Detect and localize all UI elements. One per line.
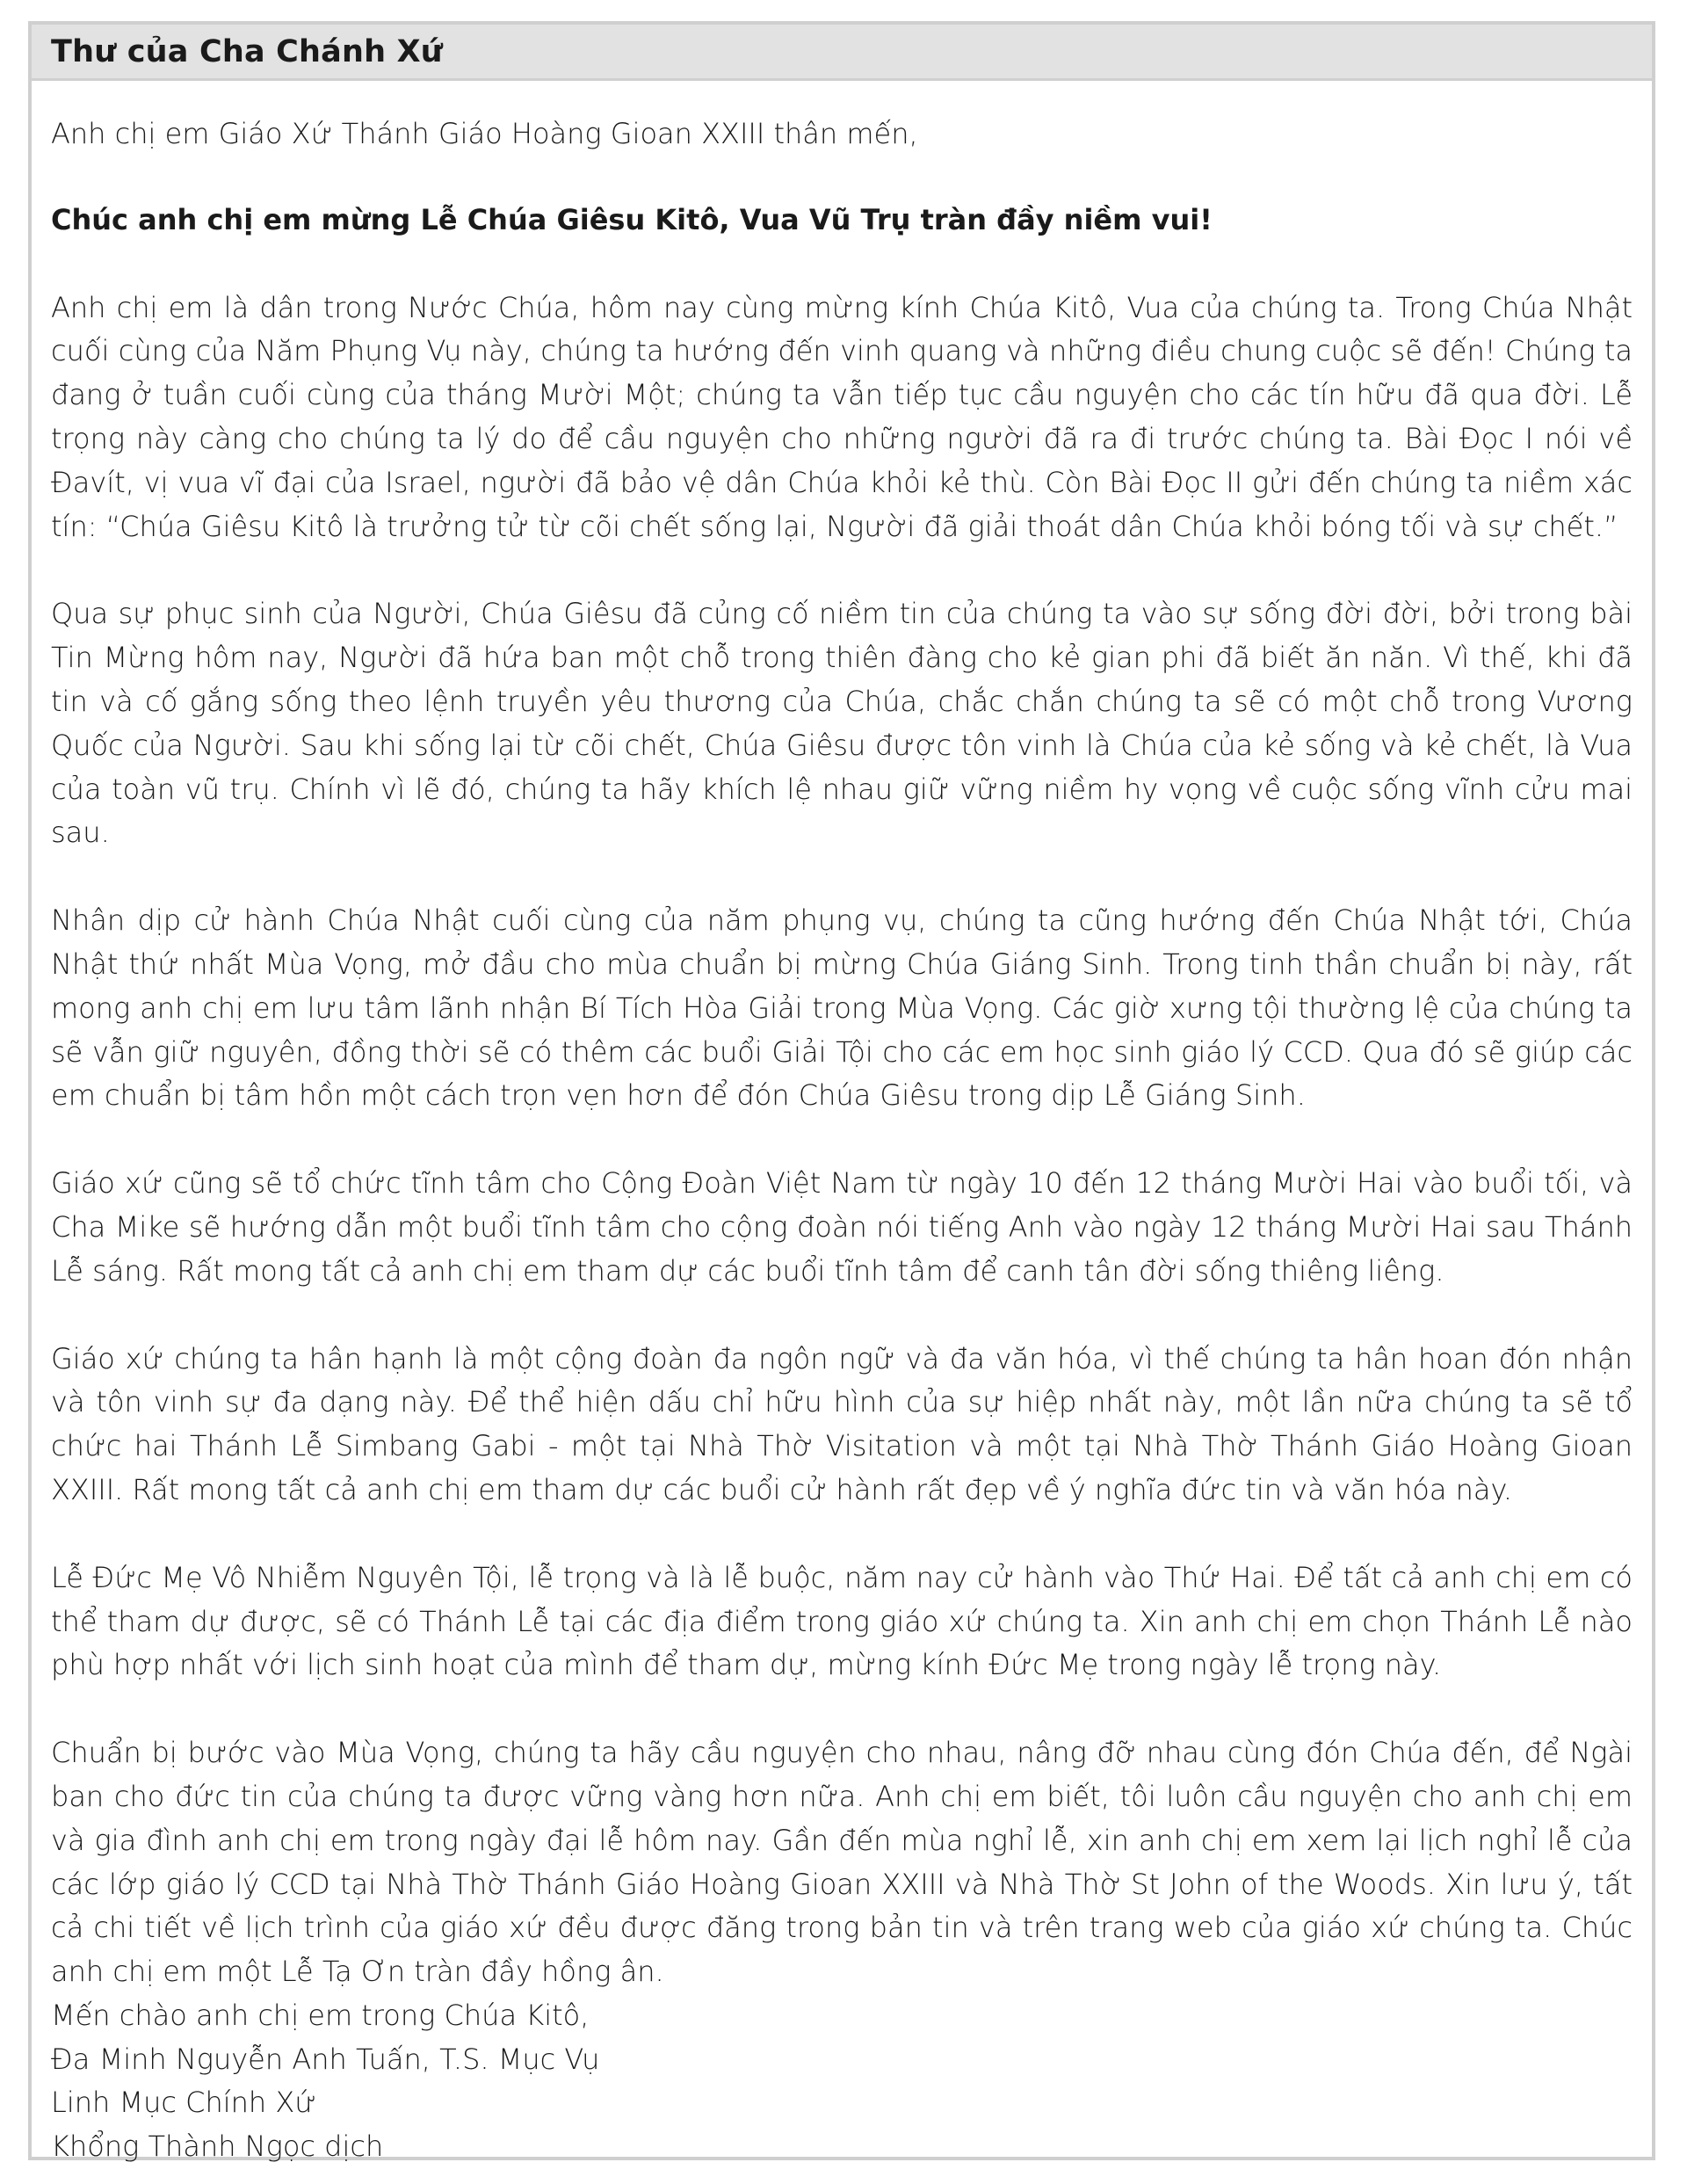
letter-paragraph: Giáo xứ chúng ta hân hạnh là một cộng đoàn đa ngôn ngữ và đa văn hóa, vì thế chúng ta hân hoan đón nhận và tôn vinh sự đa dạng này. Để thể hiện dấu chỉ hữu hình của sự hiệp nhất này, một lần nữa chúng ta sẽ tổ chức hai Thánh Lễ Simbang Gabi - một tại Nhà Thờ Visitation và một tại Nhà Thờ Thánh Giáo Hoàng Gioan XXIII. Rất mong tất cả anh chị em tham dự các buổi cử hành rất đẹp về ý nghĩa đức tin và văn hóa này. <box>51 1341 1633 1506</box>
letter-paragraph: Nhân dịp cử hành Chúa Nhật cuối cùng của năm phụng vụ, chúng ta cũng hướng đến Chúa Nhật tới, Chúa Nhật thứ nhất Mùa Vọng, mở đầu cho mùa chuẩn bị mừng Chúa Giáng Sinh. Trong tinh thần chuẩn bị này, rất mong anh chị em lưu tâm lãnh nhận Bí Tích Hòa Giải trong Mùa Vọng. Các giờ xưng tội thường lệ của chúng ta sẽ vẫn giữ nguyên, đồng thời sẽ có thêm các buổi Giải Tội cho các em học sinh giáo lý CCD. Qua đó sẽ giúp các em chuẩn bị tâm hồn một cách trọn vẹn hơn để đón Chúa Giêsu trong dịp Lễ Giáng Sinh. <box>51 903 1633 1113</box>
signer-name: Đa Minh Nguyễn Anh Tuấn, T.S. Mục Vụ <box>51 2042 600 2076</box>
letter-panel <box>28 21 1655 2164</box>
translator-credit: Khổng Thành Ngọc dịch <box>51 2130 384 2164</box>
letter-body <box>32 81 1652 2169</box>
letter-paragraph: Anh chị em là dân trong Nước Chúa, hôm nay cùng mừng kính Chúa Kitô, Vua của chúng ta. Trong Chúa Nhật cuối cùng của Năm Phụng Vụ này, chúng ta hướng đến vinh quang và những điều chung cuộc sẽ đến! Chúng ta đang ở tuần cuối cùng của tháng Mười Một; chúng ta vẫn tiếp tục cầu nguyện cho các tín hữu đã qua đời. Lễ trọng này càng cho chúng ta lý do để cầu nguyện cho những người đã ra đi trước chúng ta. Bài Đọc I nói về Đavít, vị vua vĩ đại của Israel, người đã bảo vệ dân Chúa khỏi kẻ thù. Còn Bài Đọc II gửi đến chúng ta niềm xác tín: “Chúa Giêsu Kitô là trưởng tử từ cõi chết sống lại, Người đã giải thoát dân Chúa khỏi bóng tối và sự chết.” <box>51 290 1633 543</box>
letter-paragraph: Giáo xứ cũng sẽ tổ chức tĩnh tâm cho Cộng Đoàn Việt Nam từ ngày 10 đến 12 tháng Mười Hai vào buổi tối, và Cha Mike sẽ hướng dẫn một buổi tĩnh tâm cho cộng đoàn nói tiếng Anh vào ngày 12 tháng Mười Hai sau Thánh Lễ sáng. Rất mong tất cả anh chị em tham dự các buổi tĩnh tâm để canh tân đời sống thiêng liêng. <box>51 1166 1633 1288</box>
panel-header <box>32 25 1652 81</box>
closing-salutation: Mến chào anh chị em trong Chúa Kitô, <box>51 1998 590 2032</box>
signer-title: Linh Mục Chính Xứ <box>51 2086 317 2120</box>
letter-paragraph: Lễ Đức Mẹ Vô Nhiễm Nguyên Tội, lễ trọng và là lễ buộc, năm nay cử hành vào Thứ Hai. Để tất cả anh chị em có thể tham dự được, sẽ có Thánh Lễ tại các địa điểm trong giáo xứ chúng ta. Xin anh chị em chọn Thánh Lễ nào phù hợp nhất với lịch sinh hoạt của mình để tham dự, mừng kính Đức Mẹ trong ngày lễ trọng này. <box>51 1560 1633 1682</box>
letter-wish: Chúc anh chị em mừng Lễ Chúa Giêsu Kitô, Vua Vũ Trụ tràn đầy niềm vui! <box>51 202 1213 236</box>
page-title: Thư của Cha Chánh Xứ <box>51 33 443 69</box>
letter-greeting: Anh chị em Giáo Xứ Thánh Giáo Hoàng Gioan XXIII thân mến, <box>51 117 918 150</box>
letter-paragraph: Chuẩn bị bước vào Mùa Vọng, chúng ta hãy cầu nguyện cho nhau, nâng đỡ nhau cùng đón Chúa đến, để Ngài ban cho đức tin của chúng ta được vững vàng hơn nữa. Anh chị em biết, tôi luôn cầu nguyện cho anh chị em và gia đình anh chị em trong ngày đại lễ hôm nay. Gần đến mùa nghỉ lễ, xin anh chị em xem lại lịch nghỉ lễ của các lớp giáo lý CCD tại Nhà Thờ Thánh Giáo Hoàng Gioan XXIII và Nhà Thờ St John of the Woods. Xin lưu ý, tất cả chi tiết về lịch trình của giáo xứ đều được đăng trong bản tin và trên trang web của giáo xứ chúng ta. Chúc anh chị em một Lễ Tạ Ơn tràn đầy hồng ân. <box>51 1736 1633 1989</box>
letter-paragraph: Qua sự phục sinh của Người, Chúa Giêsu đã củng cố niềm tin của chúng ta vào sự sống đời đời, bởi trong bài Tin Mừng hôm nay, Người đã hứa ban một chỗ trong thiên đàng cho kẻ gian phi đã biết ăn năn. Vì thế, khi đã tin và cố gắng sống theo lệnh truyền yêu thương của Chúa, chắc chắn chúng ta sẽ có một chỗ trong Vương Quốc của Người. Sau khi sống lại từ cõi chết, Chúa Giêsu được tôn vinh là Chúa của kẻ sống và kẻ chết, là Vua của toàn vũ trụ. Chính vì lẽ đó, chúng ta hãy khích lệ nhau giữ vững niềm hy vọng về cuộc sống vĩnh cửu mai sau. <box>51 597 1633 850</box>
